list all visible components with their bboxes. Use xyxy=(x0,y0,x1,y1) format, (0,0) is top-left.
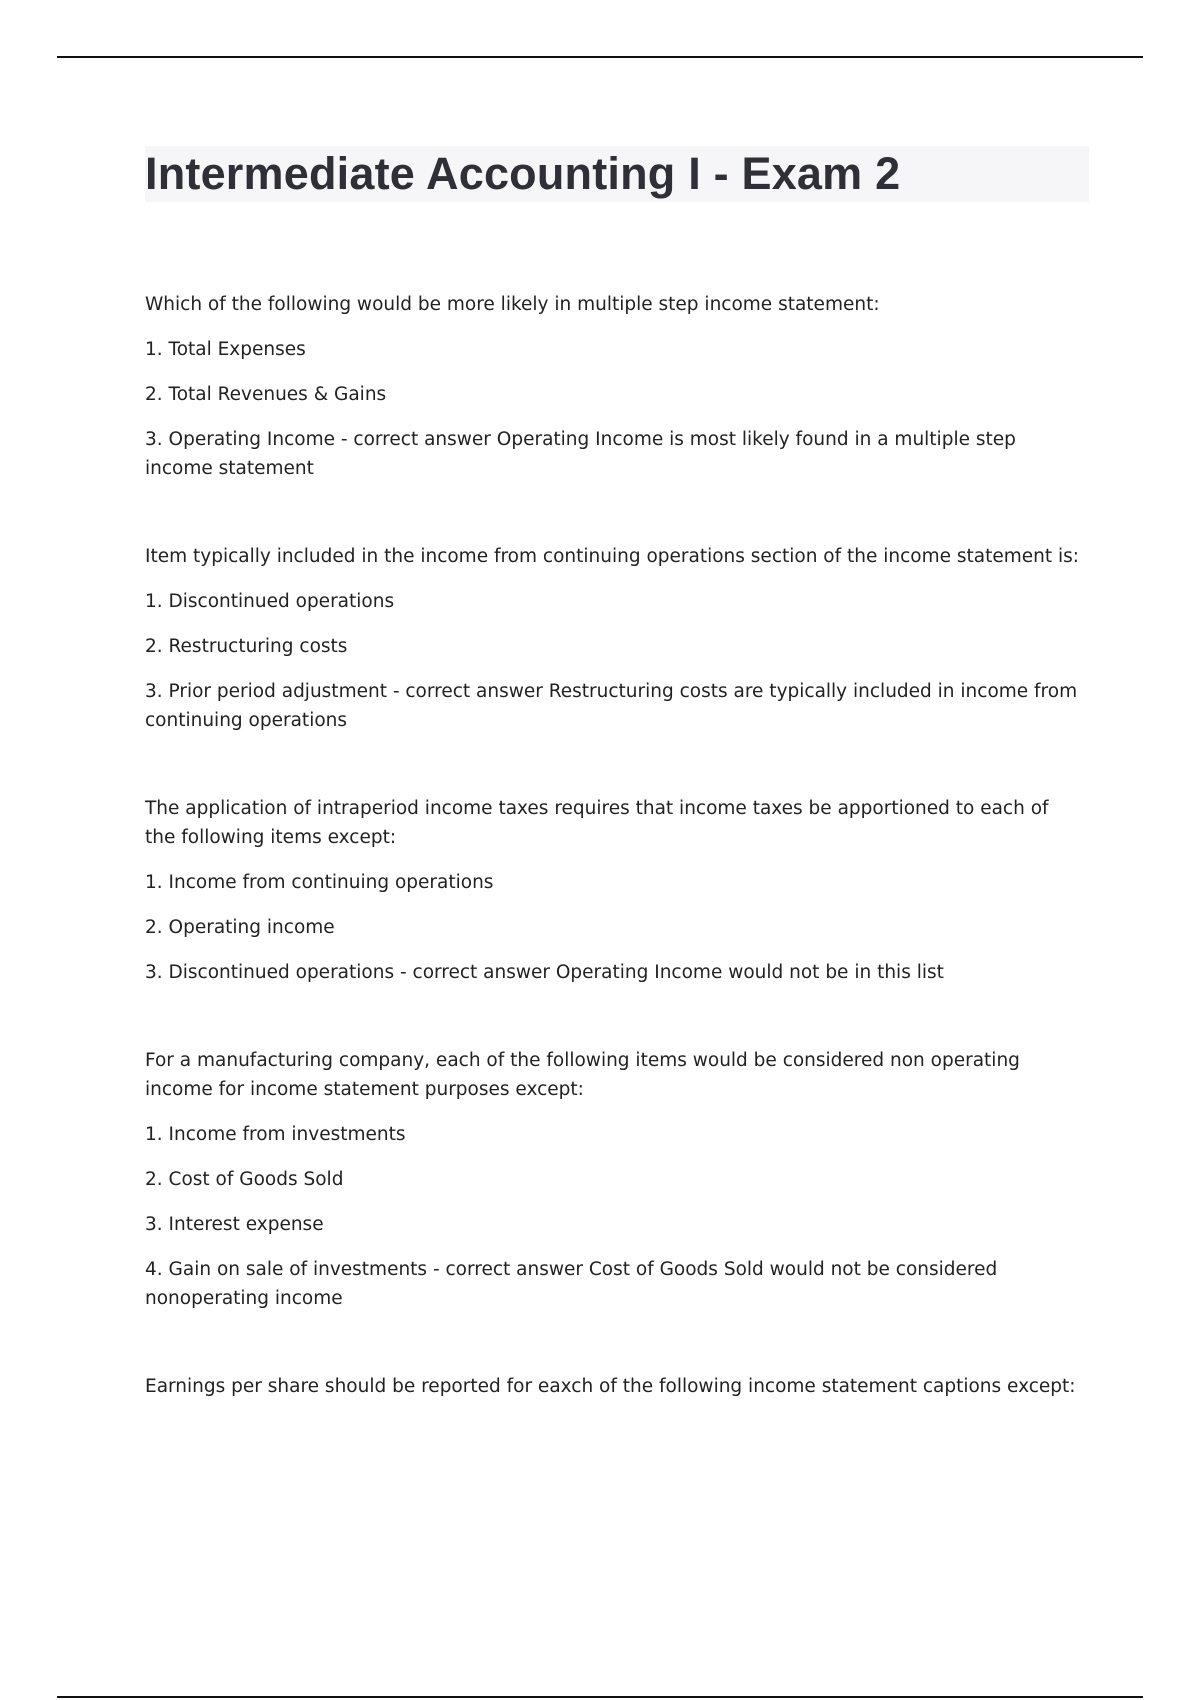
question-option: 3. Interest expense xyxy=(145,1214,324,1235)
question-option: 1. Income from continuing operations xyxy=(145,872,494,893)
bottom-rule xyxy=(57,1696,1143,1698)
question-option-answer: 3. Discontinued operations - correct answer Operating Income would not be in this list xyxy=(145,962,944,983)
question-3 xyxy=(145,794,1080,987)
question-option: 2. Operating income xyxy=(145,917,335,938)
question-prompt: The application of intraperiod income taxes requires that income taxes be apportioned to each of the following items except: xyxy=(145,798,1049,848)
question-prompt: Which of the following would be more likely in multiple step income statement: xyxy=(145,294,880,315)
question-list xyxy=(145,290,1080,1460)
question-option: 1. Total Expenses xyxy=(145,339,306,360)
question-prompt: Earnings per share should be reported for eaxch of the following income statement captions except: xyxy=(145,1376,1076,1397)
question-4 xyxy=(145,1046,1080,1313)
question-1 xyxy=(145,290,1080,483)
question-prompt: Item typically included in the income from continuing operations section of the income statement is: xyxy=(145,546,1080,567)
question-2 xyxy=(145,542,1080,735)
question-option: 1. Income from investments xyxy=(145,1124,406,1145)
question-option-answer: 3. Prior period adjustment - correct answer Restructuring costs are typically included in income from continuing operations xyxy=(145,681,1078,731)
question-option: 2. Total Revenues & Gains xyxy=(145,384,387,405)
question-option-answer: 3. Operating Income - correct answer Operating Income is most likely found in a multiple step income statement xyxy=(145,429,1016,479)
top-rule xyxy=(57,56,1143,58)
question-prompt: For a manufacturing company, each of the following items would be considered non operating income for income statement purposes except: xyxy=(145,1050,1020,1100)
question-option: 1. Discontinued operations xyxy=(145,591,395,612)
page-title: Intermediate Accounting I - Exam 2 xyxy=(145,148,901,199)
question-option: 2. Restructuring costs xyxy=(145,636,348,657)
question-option-answer: 4. Gain on sale of investments - correct answer Cost of Goods Sold would not be considered nonoperating income xyxy=(145,1259,998,1309)
question-option: 2. Cost of Goods Sold xyxy=(145,1169,344,1190)
question-5 xyxy=(145,1372,1080,1401)
